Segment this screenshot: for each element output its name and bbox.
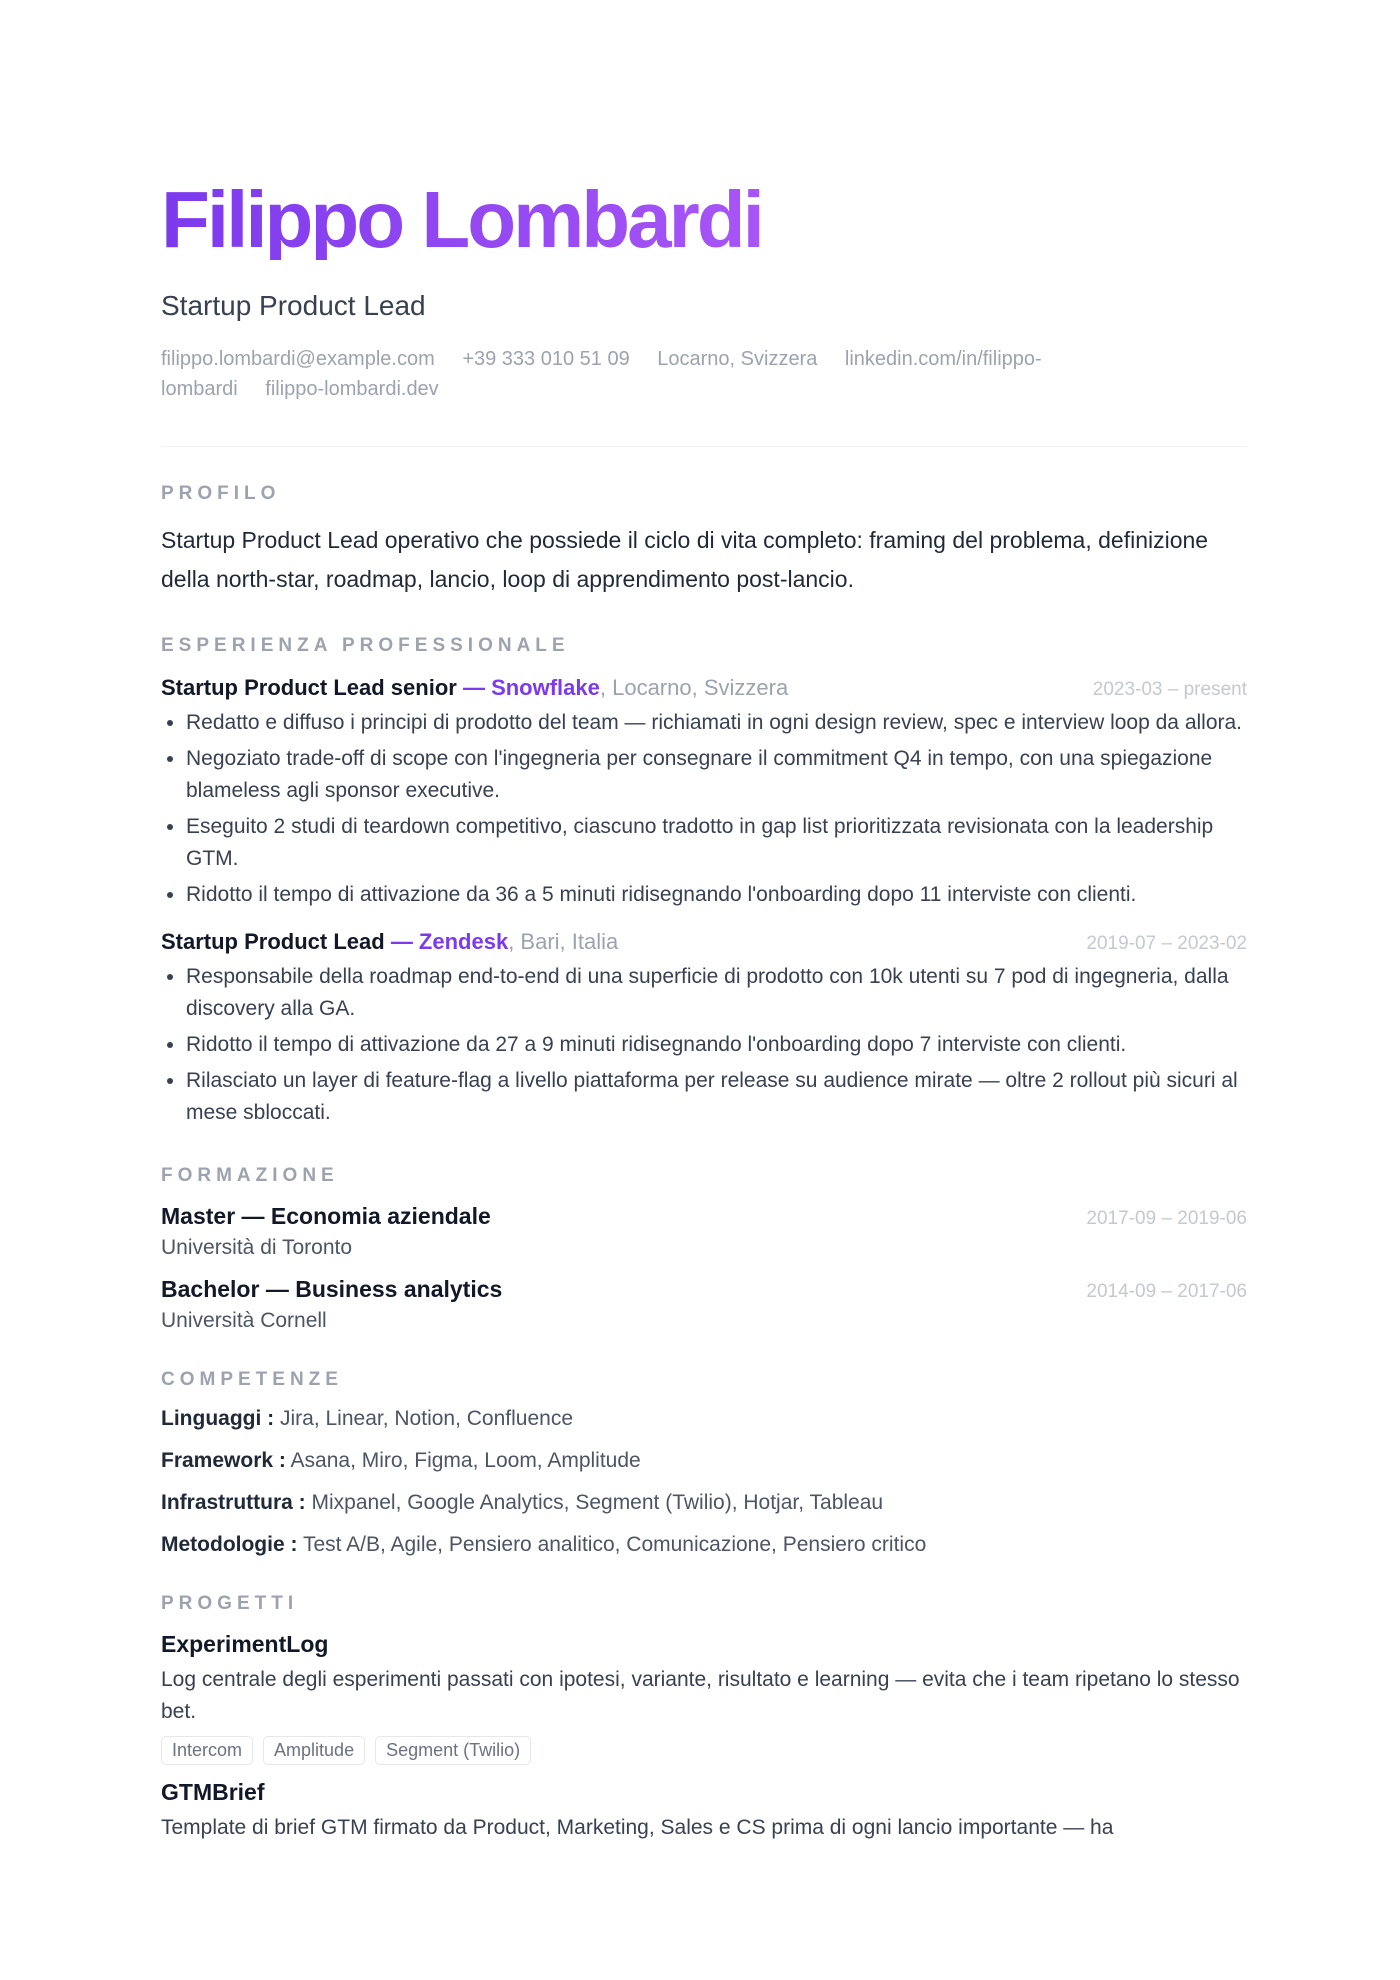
header-divider [161,446,1247,447]
education-header [161,1203,1247,1230]
education-school: Università di Toronto [161,1236,353,1259]
contact-website[interactable]: filippo-lombardi.dev [265,378,439,400]
job-location: , Locarno, Svizzera [599,675,789,700]
education-entry [161,1276,1247,1333]
section-title-education: FORMAZIONE [161,1165,339,1186]
skill-value: Jira, Linear, Notion, Confluence [274,1407,573,1430]
skill-label: Linguaggi : [161,1407,275,1430]
project-name: GTMBrief [161,1779,265,1805]
skill-row [161,1533,1247,1557]
education-degree: Bachelor — Business analytics [161,1276,503,1302]
job-header [161,929,1247,955]
education-degree: Master — Economia aziendale [161,1203,491,1229]
job-bullets [161,707,1247,911]
skill-value: Asana, Miro, Figma, Loom, Amplitude [285,1449,641,1472]
skill-label: Framework : [161,1449,286,1472]
list-item: • Eseguito 2 studi di teardown competitivo, ciascuno tradotto in gap list prioritizzata revisionata con la leadership GTM. [186,811,1247,875]
project-description: Template di brief GTM firmato da Product, Marketing, Sales e CS prima di ogni lancio importante — ha [161,1816,1114,1839]
profile-summary: Startup Product Lead operativo che possiede il ciclo di vita completo: framing del problema, definizione della north-star, roadmap, lancio, loop di apprendimento post-lancio. [161,527,1209,592]
job-title: Startup Product Lead senior [161,675,457,700]
project-entry [161,1779,1247,1844]
list-item: • Ridotto il tempo di attivazione da 27 a 9 minuti ridisegnando l'onboarding dopo 7 interviste con clienti. [186,1029,1247,1061]
project-entry [161,1631,1247,1765]
project-name: ExperimentLog [161,1631,329,1657]
contact-line [161,344,1081,404]
job-location: , Bari, Italia [508,929,619,954]
contact-linkedin[interactable]: linkedin.com/in/filippo-lombardi [161,348,1042,400]
skill-row [161,1491,1247,1515]
job-header [161,675,1247,701]
list-item: • Rilasciato un layer di feature-flag a livello piattaforma per release su audience mirate — oltre 2 rollout più sicuri al mese sbloccati. [186,1065,1247,1129]
job-company: — Snowflake [462,675,600,700]
job-title: Startup Product Lead [161,929,385,954]
skill-label: Infrastruttura : [161,1491,306,1514]
education-entry [161,1203,1247,1260]
skill-value: Mixpanel, Google Analytics, Segment (Twilio), Hotjar, Tableau [305,1491,884,1514]
skill-row [161,1449,1247,1473]
education-dates: 2017-09 – 2019-06 [1086,1208,1247,1229]
job-dates: 2023-03 – present [1092,679,1247,700]
job-entry [161,675,1247,911]
resume-content [161,175,1247,1844]
project-tags [161,1736,1247,1765]
job-company: — Zendesk [390,929,509,954]
education-header [161,1276,1247,1303]
contact-phone[interactable]: +39 333 010 51 09 [462,348,630,370]
skill-value: Test A/B, Agile, Pensiero analitico, Comunicazione, Pensiero critico [297,1533,927,1556]
job-entry [161,929,1247,1129]
section-title-skills: COMPETENZE [161,1369,343,1390]
project-tag: Segment (Twilio) [375,1736,531,1765]
section-title-projects: PROGETTI [161,1593,299,1614]
contact-email[interactable]: filippo.lombardi@example.com [161,348,435,370]
section-title-profile: PROFILO [161,483,281,504]
project-tag: Amplitude [263,1736,365,1765]
job-bullets [161,961,1247,1129]
education-school: Università Cornell [161,1309,327,1332]
candidate-role: Startup Product Lead [161,290,426,321]
list-item: • Redatto e diffuso i principi di prodotto del team — richiamati in ogni design review, spec e interview loop da allora. [186,707,1247,739]
project-description: Log centrale degli esperimenti passati con ipotesi, variante, risultato e learning — evita che i team ripetano lo stesso bet. [161,1668,1240,1723]
project-tag: Intercom [161,1736,253,1765]
list-item: • Responsabile della roadmap end-to-end di una superficie di prodotto con 10k utenti su 7 pod di ingegneria, dalla discovery alla GA. [186,961,1247,1025]
skill-label: Metodologie : [161,1533,298,1556]
job-dates: 2019-07 – 2023-02 [1086,933,1247,954]
candidate-name: Filippo Lombardi [161,175,762,264]
list-item: • Negoziato trade-off di scope con l'ingegneria per consegnare il commitment Q4 in tempo, con una spiegazione blameless agli sponsor executive. [186,743,1247,807]
education-dates: 2014-09 – 2017-06 [1086,1281,1247,1302]
section-title-experience: ESPERIENZA PROFESSIONALE [161,635,570,656]
skill-row [161,1407,1247,1431]
list-item: • Ridotto il tempo di attivazione da 36 a 5 minuti ridisegnando l'onboarding dopo 11 interviste con clienti. [186,879,1247,911]
contact-location: Locarno, Svizzera [657,348,818,370]
